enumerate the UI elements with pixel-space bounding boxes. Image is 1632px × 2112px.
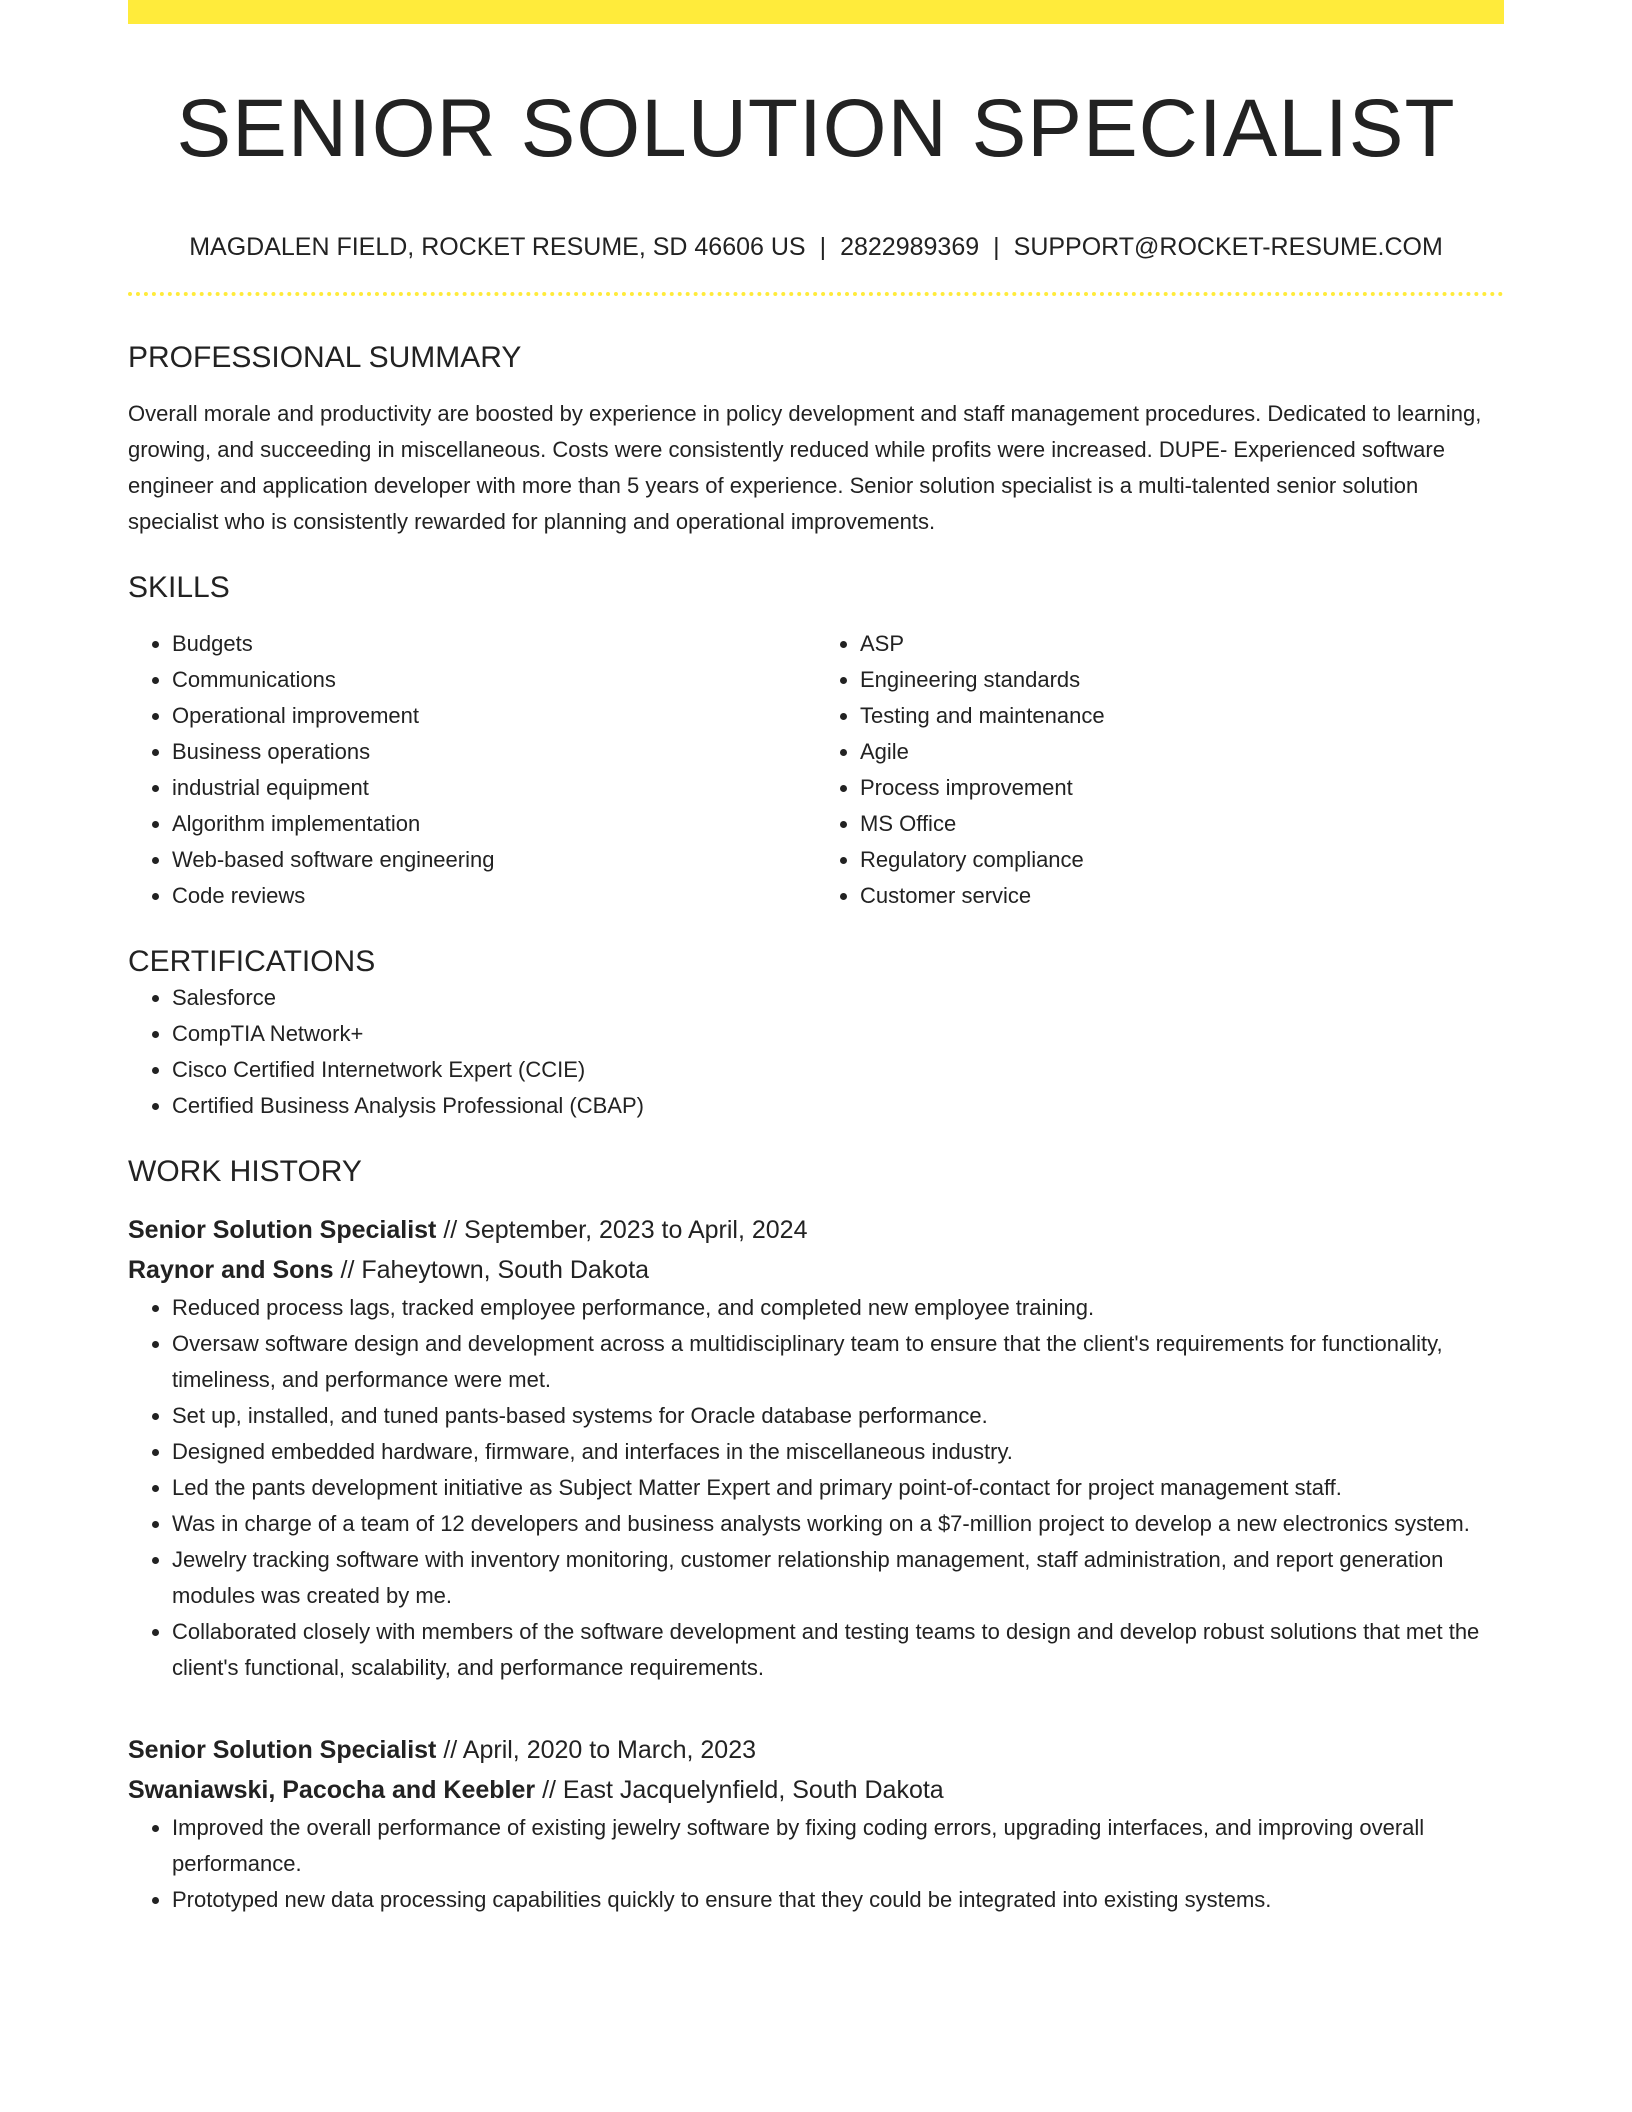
skill-item: • Business operations xyxy=(172,734,816,770)
job-company-line xyxy=(128,1770,1504,1810)
summary-heading: PROFESSIONAL SUMMARY xyxy=(128,341,522,375)
job-entry xyxy=(128,1730,1504,1918)
job-bullet: • Led the pants development initiative as Subject Matter Expert and primary point-of-contact for project management staff. xyxy=(172,1470,1504,1506)
job-bullet: • Improved the overall performance of existing jewelry software by fixing coding errors, upgrading interfaces, and improving overall performance. xyxy=(172,1810,1504,1882)
job-bullet: • Jewelry tracking software with inventory monitoring, customer relationship management, staff administration, and report generation modules was created by me. xyxy=(172,1542,1504,1614)
job-role: Senior Solution Specialist xyxy=(128,1736,437,1765)
skill-item: • ASP xyxy=(860,626,1504,662)
job-entry xyxy=(128,1210,1504,1686)
skill-item: • Algorithm implementation xyxy=(172,806,816,842)
job-dates: // September, 2023 to April, 2024 xyxy=(436,1216,808,1245)
job-company-line xyxy=(128,1250,1504,1290)
work-history-heading: WORK HISTORY xyxy=(128,1155,362,1189)
certification-item: • CompTIA Network+ xyxy=(172,1016,1504,1052)
certifications-list xyxy=(128,980,1504,1124)
skill-item: • Web-based software engineering xyxy=(172,842,816,878)
job-bullet: • Prototyped new data processing capabilities quickly to ensure that they could be integrated into existing systems. xyxy=(172,1882,1504,1918)
job-location: // East Jacquelynfield, South Dakota xyxy=(535,1776,944,1805)
skill-item: • Communications xyxy=(172,662,816,698)
certification-item: • Cisco Certified Internetwork Expert (CCIE) xyxy=(172,1052,1504,1088)
contact-separator: | xyxy=(993,233,1000,262)
job-role: Senior Solution Specialist xyxy=(128,1216,437,1245)
skill-item: • Process improvement xyxy=(860,770,1504,806)
job-location: // Faheytown, South Dakota xyxy=(333,1256,650,1285)
job-bullets xyxy=(128,1290,1504,1686)
skills-left-list xyxy=(128,626,816,914)
accent-top-bar xyxy=(128,0,1504,24)
certification-item: • Salesforce xyxy=(172,980,1504,1016)
skill-item: • MS Office xyxy=(860,806,1504,842)
job-role-line xyxy=(128,1730,1504,1770)
job-bullets xyxy=(128,1810,1504,1918)
resume-page xyxy=(128,0,1504,1918)
job-bullet: • Was in charge of a team of 12 developers and business analysts working on a $7-million project to develop a new electronics system. xyxy=(172,1506,1504,1542)
skill-item: • industrial equipment xyxy=(172,770,816,806)
job-bullet: • Designed embedded hardware, firmware, and interfaces in the miscellaneous industry. xyxy=(172,1434,1504,1470)
resume-title: SENIOR SOLUTION SPECIALIST xyxy=(176,83,1456,174)
skill-item: • Operational improvement xyxy=(172,698,816,734)
skill-item: • Testing and maintenance xyxy=(860,698,1504,734)
skills-right-list xyxy=(816,626,1504,914)
dotted-divider xyxy=(128,292,1504,296)
skills-grid xyxy=(128,626,1504,914)
certifications-heading: CERTIFICATIONS xyxy=(128,945,376,979)
certification-item: • Certified Business Analysis Professional (CBAP) xyxy=(172,1088,1504,1124)
job-company: Raynor and Sons xyxy=(128,1256,334,1285)
job-bullet: • Reduced process lags, tracked employee performance, and completed new employee training. xyxy=(172,1290,1504,1326)
skills-heading: SKILLS xyxy=(128,571,230,605)
contact-phone[interactable]: 2822989369 xyxy=(840,233,980,262)
contact-email[interactable]: SUPPORT@ROCKET-RESUME.COM xyxy=(1013,233,1443,262)
job-dates: // April, 2020 to March, 2023 xyxy=(436,1736,757,1765)
skill-item: • Code reviews xyxy=(172,878,816,914)
job-bullet: • Collaborated closely with members of the software development and testing teams to design and develop robust solutions that met the client's functional, scalability, and performance requirements. xyxy=(172,1614,1504,1686)
job-company: Swaniawski, Pacocha and Keebler xyxy=(128,1776,536,1805)
skill-item: • Budgets xyxy=(172,626,816,662)
skill-item: • Regulatory compliance xyxy=(860,842,1504,878)
job-bullet: • Oversaw software design and development across a multidisciplinary team to ensure that the client's requirements for functionality, timeliness, and performance were met. xyxy=(172,1326,1504,1398)
contact-address: MAGDALEN FIELD, ROCKET RESUME, SD 46606 US xyxy=(189,233,806,262)
summary-text: Overall morale and productivity are boosted by experience in policy development and staff management procedures. Dedicated to learning, growing, and succeeding in miscellaneous. Costs were consistently reduced while profits were increased. DUPE- Experienced software engineer and application developer with more than 5 years of experience. Senior solution specialist is a multi-talented senior solution specialist who is consistently rewarded for planning and operational improvements. xyxy=(128,401,1482,535)
skill-item: • Agile xyxy=(860,734,1504,770)
skill-item: • Customer service xyxy=(860,878,1504,914)
contact-line xyxy=(128,232,1504,262)
job-role-line xyxy=(128,1210,1504,1250)
skill-item: • Engineering standards xyxy=(860,662,1504,698)
contact-separator: | xyxy=(819,233,827,262)
job-bullet: • Set up, installed, and tuned pants-based systems for Oracle database performance. xyxy=(172,1398,1504,1434)
